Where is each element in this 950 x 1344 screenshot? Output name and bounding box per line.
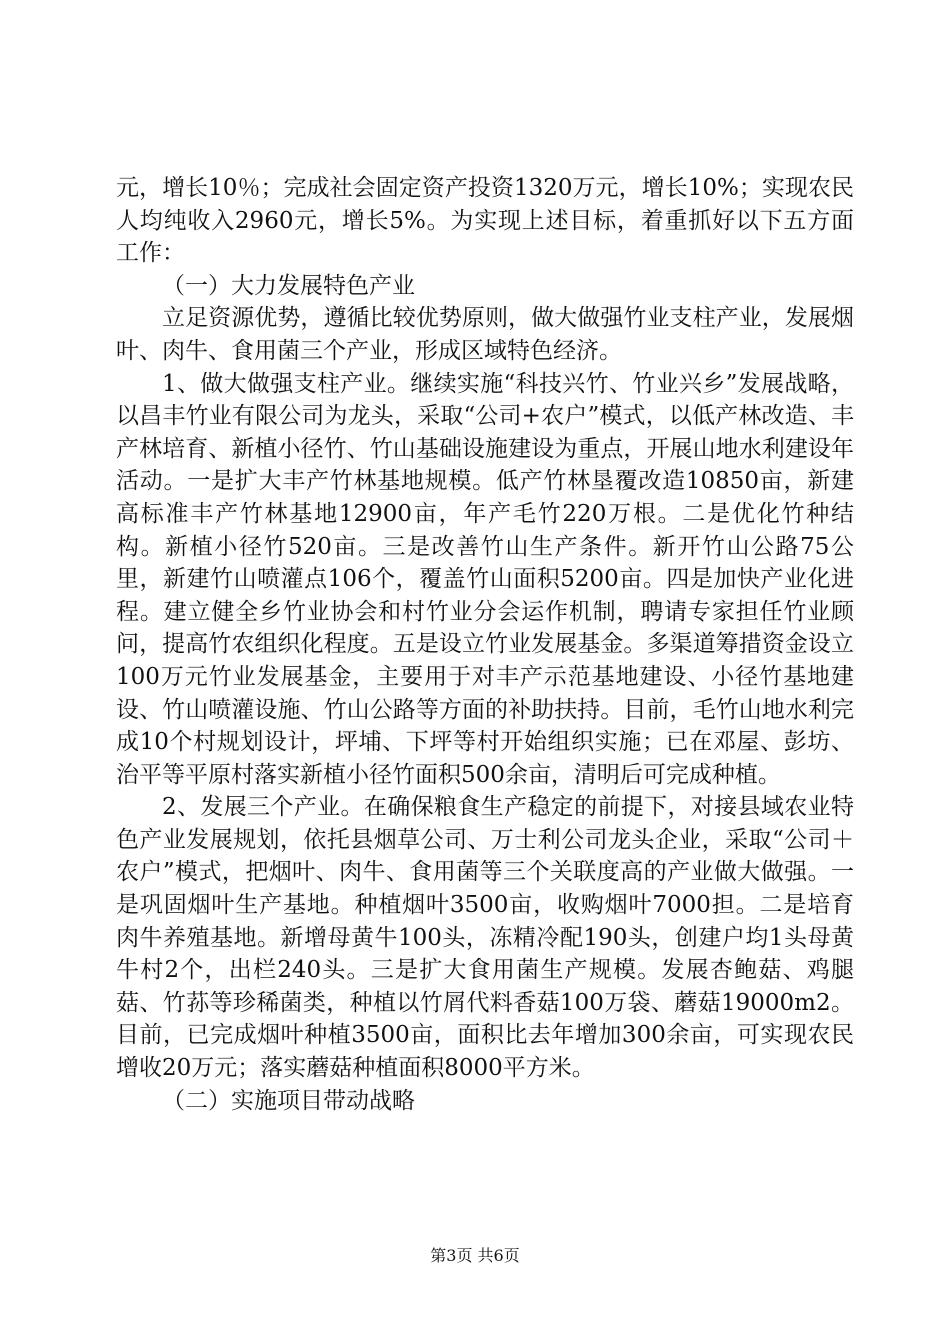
paragraph-three-industries: 2、发展三个产业。在确保粮食生产稳定的前提下，对接县域农业特色产业发展规划，依托县烟草公司、万士利公司龙头企业，采取“公司＋农户”模式，把烟叶、肉牛、食用菌等三个关联度高的产业做大做强。一是巩固烟叶生产基地。种植烟叶3500亩，收购烟叶7000担。二是培育肉牛养殖基地。新增母黄牛100头，冻精冷配190头，创建户均1头母黄牛村2个，出栏240头。三是扩大食用菌生产规模。发展杏鲍菇、鸡腿菇、竹荪等珍稀菌类，种植以竹屑代料香菇100万袋、蘑菇19000m2。目前，已完成烟叶种植3500亩，面积比去年增加300余亩，可实现农民增收20万元；落实蘑菇种植面积8000平方米。 (116, 794, 854, 1082)
section-heading-1: （一）大力发展特色产业 (162, 272, 415, 299)
paragraph-continuation: 元，增长10％；完成社会固定资产投资1320万元，增长10%；实现农民人均纯收入2960元，增长5%。为实现上述目标，着重抓好以下五方面工作： (116, 175, 854, 267)
page-footer: 第3页 共6页 (430, 1246, 520, 1265)
section-heading-2: （二）实施项目带动战略 (162, 1087, 415, 1114)
paragraph-pillar-industry: 1、做大做强支柱产业。继续实施“科技兴竹、竹业兴乡”发展战略，以昌丰竹业有限公司为龙头，采取“公司+农户”模式，以低产林改造、丰产林培育、新植小径竹、竹山基础设施建设为重点，开展山地水利建设年活动。一是扩大丰产竹林基地规模。低产竹林垦覆改造10850亩，新建高标准丰产竹林基地12900亩，年产毛竹220万根。二是优化竹种结构。新植小径竹520亩。三是改善竹山生产条件。新开竹山公路75公里，新建竹山喷灌点106个，覆盖竹山面积5200亩。四是加快产业化进程。建立健全乡竹业协会和村竹业分会运作机制，聘请专家担任竹业顾问，提高竹农组织化程度。五是设立竹业发展基金。多渠道筹措资金设立100万元竹业发展基金，主要用于对丰产示范基地建设、小径竹基地建设、竹山喷灌设施、竹山公路等方面的补助扶持。目前，毛竹山地水利完成10个村规划设计，坪埔、下坪等村开始组织实施；已在邓屋、彭坊、治平等平原村落实新植小径竹面积500余亩，清明后可完成种植。 (116, 370, 854, 788)
paragraph-intro: 立足资源优势，遵循比较优势原则，做大做强竹业支柱产业，发展烟叶、肉牛、食用菌三个产业，形成区域特色经济。 (116, 305, 854, 364)
